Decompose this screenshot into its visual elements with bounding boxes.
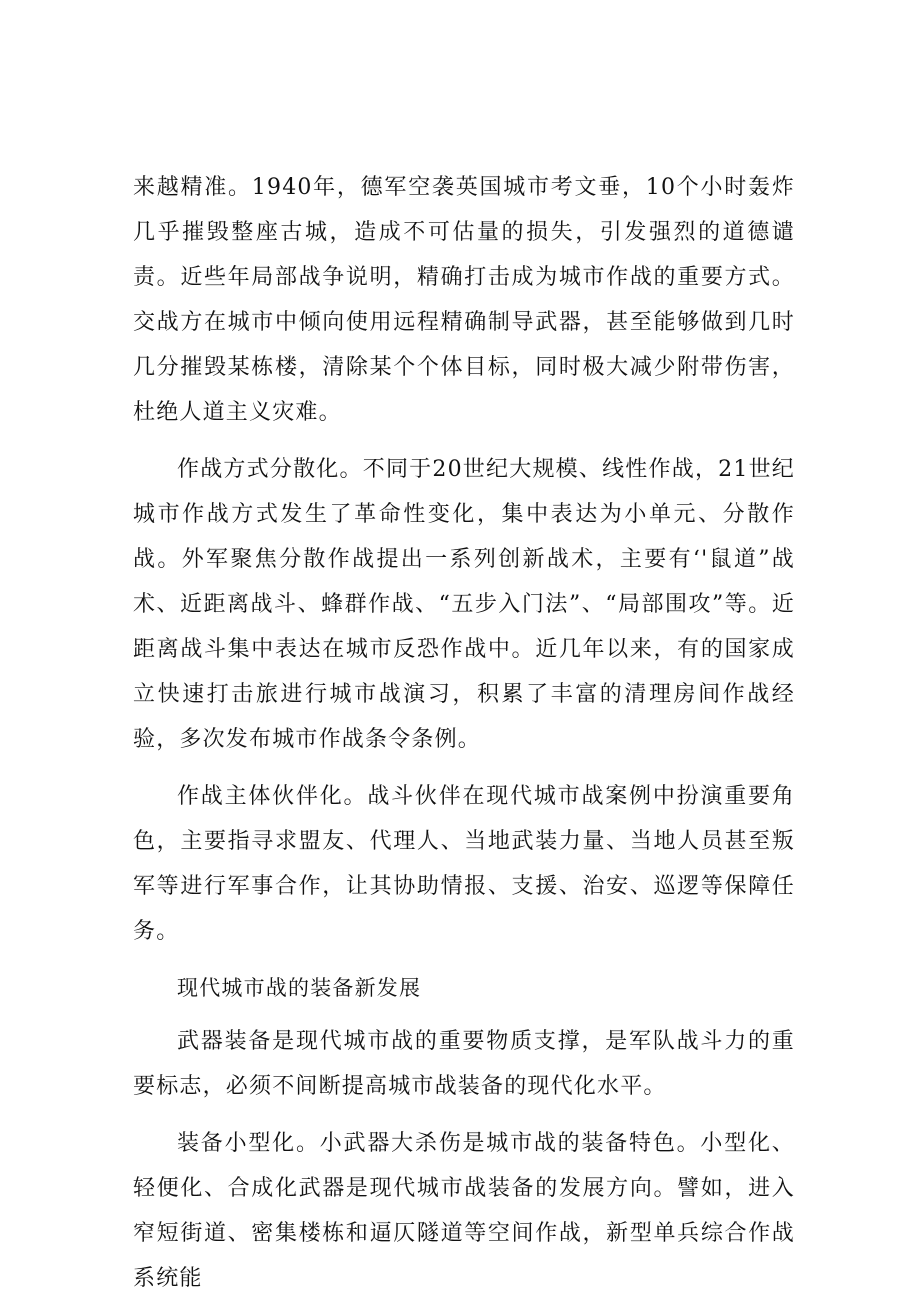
paragraph-equipment-miniaturization: 装备小型化。小武器大杀伤是城市战的装备特色。小型化、轻便化、合成化武器是现代城市战装备的发展方向。譬如，进入窄短街道、密集楼栋和逼仄隧道等空间作战，新型单兵综合作战系统能 xyxy=(133,1131,795,1291)
document-body xyxy=(133,165,795,1313)
paragraph-precision-strike: 来越精准。1940年，德军空袭英国城市考文垂，10个小时轰炸几乎摧毁整座古城，造成不可估量的损失，引发强烈的道德谴责。近些年局部战争说明，精确打击成为城市作战的重要方式。交战方在城市中倾向使用远程精确制导武器，甚至能够做到几时几分摧毁某栋楼，清除某个个体目标，同时极大减少附带伤害，杜绝人道主义灾难。 xyxy=(133,175,795,425)
paragraph-dispersed-operations: 作战方式分散化。不同于20世纪大规模、线性作战，21世纪城市作战方式发生了革命性变化，集中表达为小单元、分散作战。外军聚焦分散作战提出一系列创新战术，主要有‘'鼠道”战术、近距离战斗、蜂群作战、“五步入门法”、“局部围攻”等。近距离战斗集中表达在城市反恐作战中。近几年以来，有的国家成立快速打击旅进行城市战演习，积累了丰富的清理房间作战经验，多次发布城市作战条令条例。 xyxy=(133,457,795,752)
paragraph-partner-operations: 作战主体伙伴化。战斗伙伴在现代城市战案例中扮演重要角色，主要指寻求盟友、代理人、当地武装力量、当地人员甚至叛军等进行军事合作，让其协助情报、支援、治安、巡逻等保障任务。 xyxy=(133,784,795,944)
section-heading: 现代城市战的装备新发展 xyxy=(177,976,422,1000)
paragraph-equipment-intro: 武器装备是现代城市战的重要物质支撑，是军队战斗力的重要标志，必须不间断提高城市战装备的现代化水平。 xyxy=(133,1029,795,1099)
